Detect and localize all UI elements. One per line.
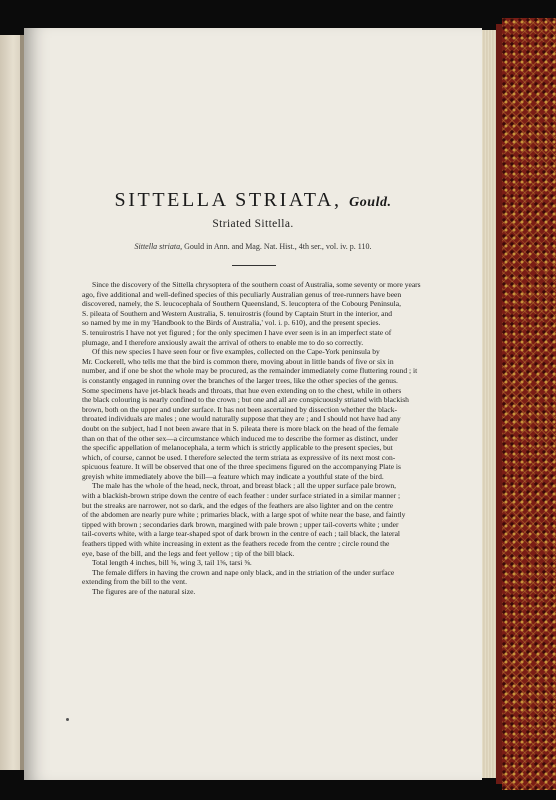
body-line: of the abdomen are nearly pure white ; primaries black, with a large spot of white near the base, and faintly xyxy=(82,510,406,520)
citation xyxy=(24,242,482,251)
body-line: discovered, namely, the S. leucocephala of Southern Queensland, S. leucoptera of the Cobourg Peninsula, xyxy=(82,299,401,309)
body-line: Mr. Cockerell, who tells me that the bird is common there, moving about in little bands of five or six in xyxy=(82,356,394,366)
title-author: Gould. xyxy=(349,195,392,210)
citation-reference: Gould in Ann. and Mag. Nat. Hist., 4th ser., vol. iv. p. 110. xyxy=(184,242,372,251)
body-line: number, and if one be shot the whole may be procured, as the remainder immediately come fluttering round ; it xyxy=(82,366,418,376)
body-text xyxy=(82,280,440,597)
body-line: brown, both on the upper and under surface. It has not been ascertained by dissection whether the black- xyxy=(82,404,397,414)
body-line: with a blackish-brown stripe down the centre of each feather : under surface striated in a similar manner ; xyxy=(82,491,401,501)
body-line: Of this new species I have seen four or five examples, collected on the Cape-York peninsula by xyxy=(92,347,380,357)
body-line: the black colouring is nearly confined to the crown ; but one and all are conspicuously striated with blackish xyxy=(82,395,409,405)
body-line: ago, five additional and well-defined species of this peculiarly Australian genus of tree-runners have been xyxy=(82,289,402,299)
body-line: eye, base of the bill, and the legs and feet yellow ; tip of the bill black. xyxy=(82,548,295,558)
body-line: the specific appellation of melanocephala, a term which is strictly applicable to the present species, but xyxy=(82,443,393,453)
page-mark xyxy=(66,718,69,721)
body-line: than on that of the other sex—a circumstance which induced me to describe the former as distinct, under xyxy=(82,433,398,443)
body-line: is constantly engaged in running over the branches of the larger trees, like the other species of the genus. xyxy=(82,375,398,385)
body-line: Since the discovery of the Sittella chrysoptera of the southern coast of Australia, some seventy or more years xyxy=(92,280,421,289)
species-title: SITTELLA STRIATA, xyxy=(114,189,342,211)
citation-species: Sittella striata, xyxy=(134,242,183,251)
body-line: so named by me in my 'Handbook to the Birds of Australia,' vol. i. p. 610), and the present species. xyxy=(82,318,381,328)
body-line: feathers tipped with white increasing in extent as the feathers recede from the centre ; circle round the xyxy=(82,539,390,549)
body-line: Total length 4 inches, bill ⅝, wing 3, tail 1⅝, tarsi ⅝. xyxy=(92,558,252,568)
body-line: but the streaks are narrower, not so dark, and the edges of the feathers are also lighter and on the centre xyxy=(82,500,394,510)
body-line: The female differs in having the crown and nape only black, and in the striation of the under surface xyxy=(92,567,395,577)
body-line: throated individuals are males ; one would naturally suppose that they are ; and I should not have had any xyxy=(82,414,401,424)
body-line: Some specimens have jet-black heads and throats, that hue even extending on to the chest, while in others xyxy=(82,385,402,395)
body-line: extending from the bill to the vent. xyxy=(82,577,188,587)
divider-rule xyxy=(232,265,276,266)
left-page-edge xyxy=(0,35,22,770)
body-line: plumage, and I therefore anxiously await the arrival of others to enable me to do so correctly. xyxy=(82,337,364,347)
body-line: greyish white immediately above the bill—a feature which may indicate a youthful state of the bird. xyxy=(82,471,384,481)
body-line: spicuous feature. It will be observed that one of the three specimens figured on the accompanying Plate is xyxy=(82,462,401,472)
body-line: S. pileata of Southern and Western Australia, S. tenuirostris (found by Captain Sturt in the interior, and xyxy=(82,308,392,318)
body-line: The male has the whole of the head, neck, throat, and breast black ; all the upper surface pale brown, xyxy=(92,481,397,491)
marbled-cover xyxy=(502,18,556,790)
body-line: The figures are of the natural size. xyxy=(92,587,196,596)
body-line: tipped with brown ; secondaries dark brown, margined with pale brown ; upper tail-coverts white ; under xyxy=(82,519,399,529)
body-line: doubt on the subject, had I not been aware that in S. pileata there is more black on the head of the female xyxy=(82,423,399,433)
page-title xyxy=(24,189,482,212)
page-stack-edge xyxy=(482,30,496,778)
body-line: which, of course, cannot be used. I therefore selected the term striata as expressive of its next most con- xyxy=(82,452,396,462)
common-name: Striated Sittella. xyxy=(212,218,294,230)
body-line: S. tenuirostris I have not yet figured ; for the only specimen I have ever seen is in an imperfect state of xyxy=(82,327,392,337)
body-line: tail-coverts white, with a large tear-shaped spot of dark brown in the centre of each ; tail black, the lateral xyxy=(82,529,401,539)
